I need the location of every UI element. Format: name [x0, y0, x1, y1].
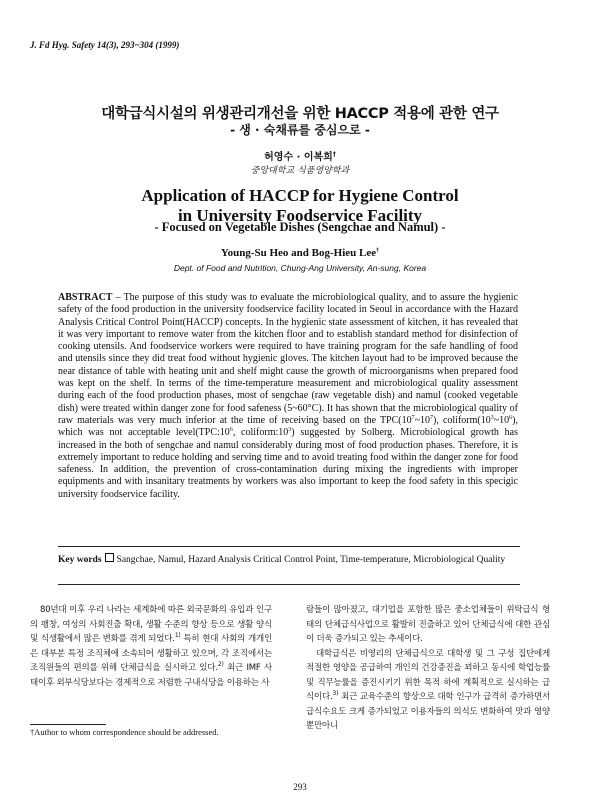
abstract-sup-6: 3	[288, 427, 292, 434]
abstract-text-3: ), coliform(10	[433, 414, 491, 426]
body-paragraph	[30, 603, 272, 690]
page-number: 293	[293, 782, 307, 792]
journal-citation: J. Fd Hyg. Safety 14(3), 293~304 (1999)	[30, 40, 180, 50]
abstract	[58, 292, 518, 501]
body-text: 최근 교육수준의 향상으로 대학 인구가 급격히 증가하면서 급식수요도 크게 증가되었고 이용자들의 의식도 변화하여 맛과 영양뿐만아니	[306, 692, 550, 731]
abstract-label: ABSTRACT	[58, 292, 113, 303]
reference-mark: 3)	[332, 690, 339, 697]
english-authors	[0, 247, 600, 259]
square-bullet-icon	[105, 553, 114, 562]
body-column-left	[30, 603, 272, 690]
korean-subtitle: - 생 · 숙채류를 중심으로 -	[230, 123, 370, 137]
english-affiliation: Dept. of Food and Nutrition, Chung-Ang University, An-sung, Korea	[173, 263, 427, 273]
korean-authors	[0, 148, 600, 163]
keywords-bottom-rule	[58, 584, 520, 585]
korean-title: 대학급식시설의 위생관리개선을 위한 HACCP 적용에 관한 연구	[101, 106, 499, 122]
footnote-rule	[30, 724, 106, 725]
keywords-top-rule	[58, 546, 520, 547]
keywords-text: Sangchae, Namul, Hazard Analysis Critical Control Point, Time-temperature, Microbiological Quality	[116, 555, 506, 565]
abstract-sup-3: 3	[490, 414, 494, 421]
keywords-label: Key words	[58, 555, 102, 565]
body-text: 최근 IMF 사태이후 외부식당보다는 경제적으로 저렴한 구내식당을 이용하는 사	[30, 663, 273, 688]
english-title-line2: in University Foodservice Facility	[177, 206, 423, 225]
keywords	[58, 553, 518, 567]
abstract-text-5: ), which was not acceptable level(TPC:10	[58, 414, 518, 439]
body-text: 특히 현대 사회의 개개인은 대부분 특정 조직체에 소속되어 생활하고 있으며, 각 조직에서는 조직원들의 편의를 위해 단체급식을 실시하고 있다.	[30, 634, 272, 673]
abstract-sup-5: 6	[229, 427, 233, 434]
abstract-sup-1: 7	[411, 414, 415, 421]
body-paragraph	[306, 647, 550, 734]
abstract-text-7: ) suggested by Solberg. Microbiological growth has increased in the both of sengchae and namul considerably during most of food production phases. Therefore, it is extremely important to reduce holding and serving time and to avoid treating food within the danger zone for food safeness. In addition, the prevention of cross-contamination during mixing the ingredients with improper equipments and with insanitary treatments by workers was also important to keep the food safety in this specigic university foodservice facility.	[58, 427, 518, 500]
abstract-text-4: ~10	[493, 414, 510, 426]
korean-author-mark: †	[332, 151, 336, 158]
abstract-text-1: – The purpose of this study was to evaluate the microbiological quality, and to assure the hygienic safety of the food production in the university foodservice facility located in Seoul in accordance with the Hazard Analysis Critical Control Point(HACCP) concepts. In the hygienic state assessment of kitchen, it has revealed that it was very important to remove water from the kitchen floor and to establish standard method for disinfection of cooking utensils. And foodservice workers were required to have training program for the safe handling of food and utensils since they did treat food without hygienic gloves. The kitchen layout had to be improved because the near distance of table with heating unit and shelf might cause the growth of microorganisms when prepared food was kept on the shelf. In terms of the time-temperature measurement and microbiological quality assessment during each of the food production phases, most of sengchae (raw vegetable dish) and namul (cooked vegetable dish) were treated within danger zone for food safeness (5~60°C). It has shown that the microbiological quality of raw materials was very much inferior at the time of receiving based on the TPC(10	[58, 292, 518, 426]
english-author-names: Young-Su Heo and Bog-Hieu Lee	[220, 247, 377, 259]
english-title-line1: Application of HACCP for Hygiene Control	[141, 186, 459, 205]
english-author-mark: †	[376, 248, 380, 254]
body-text: 80년대 이후 우리 나라는 세계화에 따른 외국문화의 유입과 인구의 팽창, 여성의 사회진출 확대, 생활 수준의 향상 등으로 생활 양식 및 식생활에서 많은 변화를 겪게 되었다.	[30, 605, 272, 644]
body-column-right	[306, 603, 550, 734]
english-subtitle: - Focused on Vegetable Dishes (Sengchae and Namul) -	[154, 220, 446, 234]
reference-mark: 1)	[174, 632, 181, 639]
korean-author-names: 허영수 · 이복희	[264, 152, 333, 163]
abstract-text-2: ~10	[414, 414, 431, 426]
abstract-text-6: , coliform:10	[232, 427, 289, 439]
abstract-sup-2: 7	[430, 414, 434, 421]
korean-affiliation: 중앙대학교 식품영양학과	[250, 166, 350, 176]
body-text: 대학급식은 비영리의 단체급식으로 대학생 및 그 구성 집단에게 적절한 영양을 공급하여 개인의 건강증진을 꾀하고 동시에 학업능률 및 직무능률을 증진시키기 위한 목적 하에 계획적으로 실시하는 급식이다.	[306, 648, 550, 702]
body-paragraph: 람들이 많아졌고, 대기업을 포함한 많은 중소업체들이 위탁급식 형태의 단체급식사업으로 활발히 진출하고 있어 단체급식에 대한 관심이 더욱 증가되고 있는 추세이다.	[306, 605, 550, 644]
reference-mark: 2)	[217, 661, 224, 668]
abstract-sup-4: 6	[509, 414, 513, 421]
footnote: †Author to whom correspondence should be addressed.	[30, 727, 219, 737]
